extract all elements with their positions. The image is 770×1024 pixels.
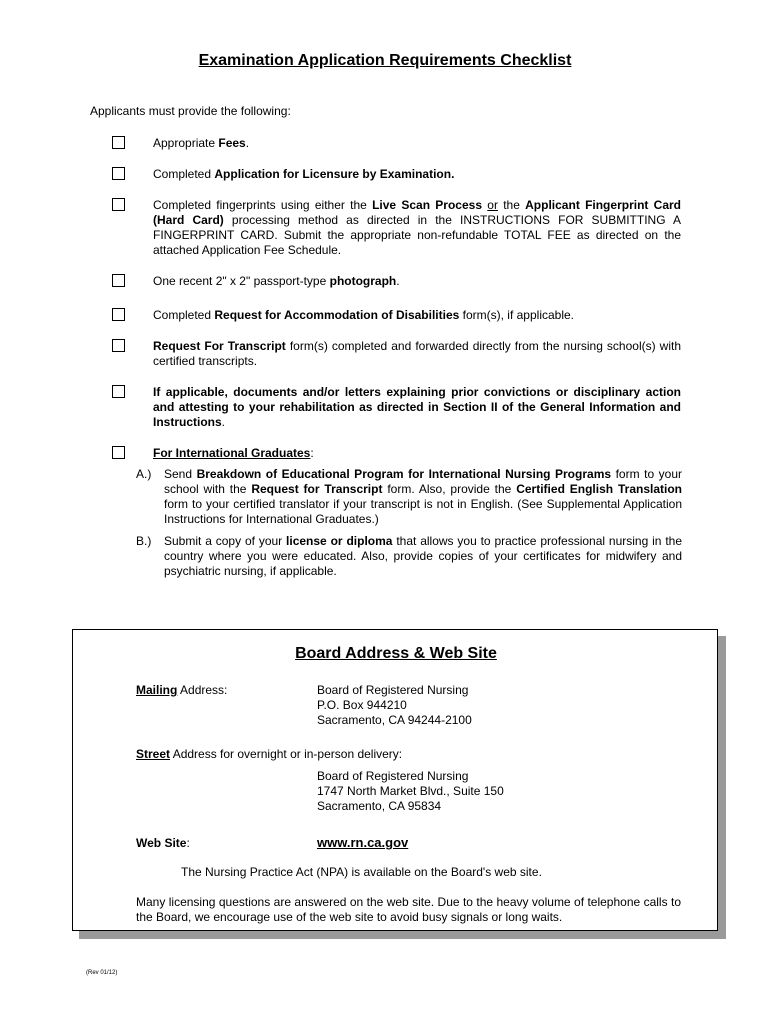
street-label: Street Address for overnight or in-person delivery: [136, 747, 403, 761]
item-text: Completed fingerprints using either the Live Scan Process or the Applicant Fingerprint Card (Hard Card) processing method as directed in the INSTRUCTIONS FOR SUBMITTING A FINGERPRINT CARD. Submit the appropriate non-refundable TOTAL FEE as directed on the attached Application Fee Schedule. [153, 198, 682, 257]
item-text: For International Graduates: [153, 446, 314, 460]
street-address-line: Board of Registered Nursing [317, 769, 469, 783]
npa-note: The Nursing Practice Act (NPA) is available on the Board's web site. [181, 865, 542, 879]
checkbox-application[interactable] [112, 167, 125, 180]
web-site-label: Web Site: [136, 836, 190, 850]
checkbox-accommodation[interactable] [112, 308, 125, 321]
street-address-line: 1747 North Market Blvd., Suite 150 [317, 784, 504, 798]
checkbox-fingerprints[interactable] [112, 198, 125, 211]
revision-footer: (Rev 01/12) [86, 970, 118, 976]
item-text: Request For Transcript form(s) completed and forwarded directly from the nursing school(s) with certified transcripts. [153, 339, 681, 368]
checkbox-convictions[interactable] [112, 385, 125, 398]
street-address-line: Sacramento, CA 95834 [317, 799, 442, 813]
item-text: Appropriate Fees. [153, 136, 250, 150]
subitem-marker: A.) [136, 467, 152, 481]
subitem-marker: B.) [136, 534, 152, 548]
mailing-label: Mailing Address: [136, 683, 228, 697]
board-address-box [72, 629, 718, 931]
checkbox-fees[interactable] [112, 136, 125, 149]
page-title: Examination Application Requirements Checklist [198, 52, 572, 69]
item-text: Completed Request for Accommodation of Disabilities form(s), if applicable. [153, 308, 574, 322]
subitem-text: Send Breakdown of Educational Program for International Nursing Programs form to your school with the Request for Transcript form. Also, provide the Certified English Translation form to your certified translator if your transcript is not in English. (See Supplemental Application Instructions for International Graduates.) [164, 467, 683, 526]
intro-text: Applicants must provide the following: [90, 104, 291, 118]
checkbox-transcript[interactable] [112, 339, 125, 352]
item-text: One recent 2" x 2" passport-type photograph. [153, 274, 400, 288]
mailing-address-line: Sacramento, CA 94244-2100 [317, 713, 472, 727]
checkbox-photo[interactable] [112, 274, 125, 287]
board-title: Board Address & Web Site [295, 645, 497, 662]
web-site-link[interactable]: www.rn.ca.gov [317, 835, 409, 850]
item-text: Completed Application for Licensure by Examination. [153, 167, 455, 181]
checkbox-international[interactable] [112, 446, 125, 459]
subitem-text: Submit a copy of your license or diploma that allows you to practice professional nursing in the country where you were educated. Also, provide copies of your certificates for midwifery and psychiatric nursing, if applicable. [164, 534, 683, 578]
mailing-address-line: P.O. Box 944210 [317, 698, 407, 712]
item-text: If applicable, documents and/or letters explaining prior convictions or disciplinary action and attesting to your rehabilitation as directed in Section II of the General Information and Instructions. [153, 385, 681, 429]
web-site-note: Many licensing questions are answered on the web site. Due to the heavy volume of telephone calls to the Board, we encourage use of the web site to avoid busy signals or long waits. [136, 895, 681, 924]
mailing-address-line: Board of Registered Nursing [317, 683, 469, 697]
